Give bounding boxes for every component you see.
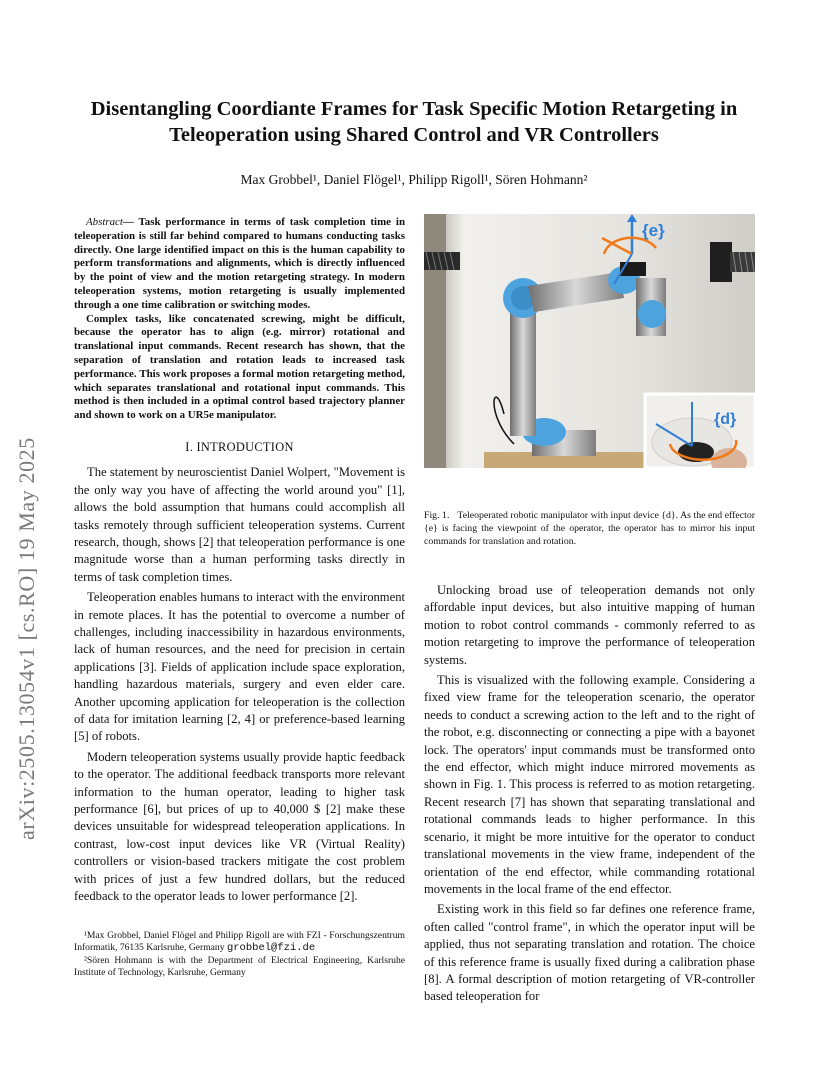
abstract [74, 216, 405, 423]
inset-controller-photo [645, 394, 755, 468]
abstract-paragraph-1: — Task performance in terms of task completion time in teleoperation is still far behind compared to humans conducting tasks directly. One large identified impact on this is the human capability to perform transformations and alignments, which is directly influenced by the point of view and the motion retargeting strategy. In modern teleoperation systems, motion retargeting is usually implemented through a one time calibration or switching modes. [74, 216, 405, 311]
footnote-2: ²Sören Hohmann is with the Department of Electrical Engineering, Karlsruhe Institute of Technology, Karlsruhe, Germany [74, 954, 405, 979]
right-paragraph-2: This is visualized with the following example. Considering a fixed view frame for the teleoperation scenario, the operator needs to conduct a screwing action to the left and to the right of the robot, e.g. disconnecting or connecting a pipe with a bayonet lock. The operators' input commands must be transformed onto the end effector, which might induce mirrored movements as shown in Fig. 1. This process is referred to as motion retargeting. Recent research [7] has shown that separating translational and rotational commands leads to higher performance. In this scenario, it might be more intuitive for the operator to conduct translational movements in the view frame, independent of the orientation of the end effector, while commanding rotational movements in the local frame of the end effector. [424, 673, 755, 896]
paper-title: Disentangling Coordiante Frames for Task Specific Motion Retargeting in Teleoperation using Shared Control and VR Controllers [90, 98, 738, 146]
intro-paragraph-2: Teleoperation enables humans to interact with the environment in remote places. It has the potential to overcome a number of challenges, including inaccessibility in hazardous environments, lack of human resources, and the need for precision in certain applications [3]. Fields of application include space exploration, handling hazardous materials, surgery and even elder care. Another upcoming application for teleoperation is the collection of data for imitation learning [2, 4] or preference-based learning [5] of robots. [74, 590, 405, 744]
arxiv-identifier: arXiv:2505.13054v1 [cs.RO] 19 May 2025 [14, 437, 39, 840]
author-list: Max Grobbel¹, Daniel Flögel¹, Philipp Rigoll¹, Sören Hohmann² [240, 172, 588, 187]
abstract-lead: Abstract [86, 216, 123, 228]
right-column [424, 582, 755, 1009]
figure-caption [424, 510, 755, 548]
right-paragraph-1: Unlocking broad use of teleoperation demands not only affordable input devices, but also intuitive mapping of human motion to robot control commands - commonly referred to as motion retargeting to improve the performance of teleoperation systems. [424, 583, 755, 667]
right-paragraph-3: Existing work in this field so far defines one reference frame, often called "control frame", in which the operator input will be applied, thus not separating translation and rotation. The choice of this reference frame is usually fixed during a calibration phase [8]. A formal description of motion retargeting of VR-controller based teleoperation for [424, 902, 755, 1004]
frame-d-label: {d} [714, 411, 737, 428]
left-bolt-icon [424, 252, 460, 270]
intro-paragraph-3: Modern teleoperation systems usually provide haptic feedback to the operator. The additional feedback transports more relevant information to the human operator, leading to higher task performance [6], but prices of up to 40,000 $ [2] make these devices unsuitable for widespread teleoperation applications. In contrast, low-cost input devices like VR (Virtual Reality) controllers or vision-based trackers mitigate the cost problem with prices of just a few hundred dollars, but the reduced feedback to the operator leads to lower performance [2]. [74, 749, 405, 904]
footnote-1 [74, 930, 405, 955]
intro-paragraph-1: The statement by neuroscientist Daniel Wolpert, "Movement is the only way you have of affecting the world around you" [1], allows the bold assumption that humans could accomplish all tasks remotely through sufficient teleoperation systems. Current research, though, shows [2] that teleoperation performance is one magnitude worse than a human performing tasks directly in terms of task completion times. [74, 465, 405, 584]
abstract-paragraph-2: Complex tasks, like concatenated screwing, might be difficult, because the operator has to align (e.g. mirror) rotational and translational input commands. Recent research has shown, that the separation of translation and rotation leads to increased task performance. This work proposes a formal motion retargeting method, which separates translational and rotational input commands. This method is then included in a optimal control based trajectory planner and shown to work on a UR5e manipulator. [74, 312, 405, 422]
left-column [74, 216, 405, 909]
figure-caption-label: Fig. 1. [424, 510, 450, 521]
footnotes [74, 930, 405, 980]
author-email: grobbel@fzi.de [226, 942, 316, 955]
robot-photo [424, 214, 755, 468]
frame-e-label: {e} [642, 221, 665, 240]
section-heading: I. INTRODUCTION [185, 439, 294, 454]
footnote-1-text: ¹Max Grobbel, Daniel Flögel and Philipp Rigoll are with FZI - Forschungszentrum Informatik, 76135 Karlsruhe, Germany [74, 930, 405, 954]
figure-caption-text: Teleoperated robotic manipulator with input device {d}. As the end effector {e} is facing the viewpoint of the operator, the operator has to mirror his input commands for translation and rotation. [424, 510, 755, 547]
